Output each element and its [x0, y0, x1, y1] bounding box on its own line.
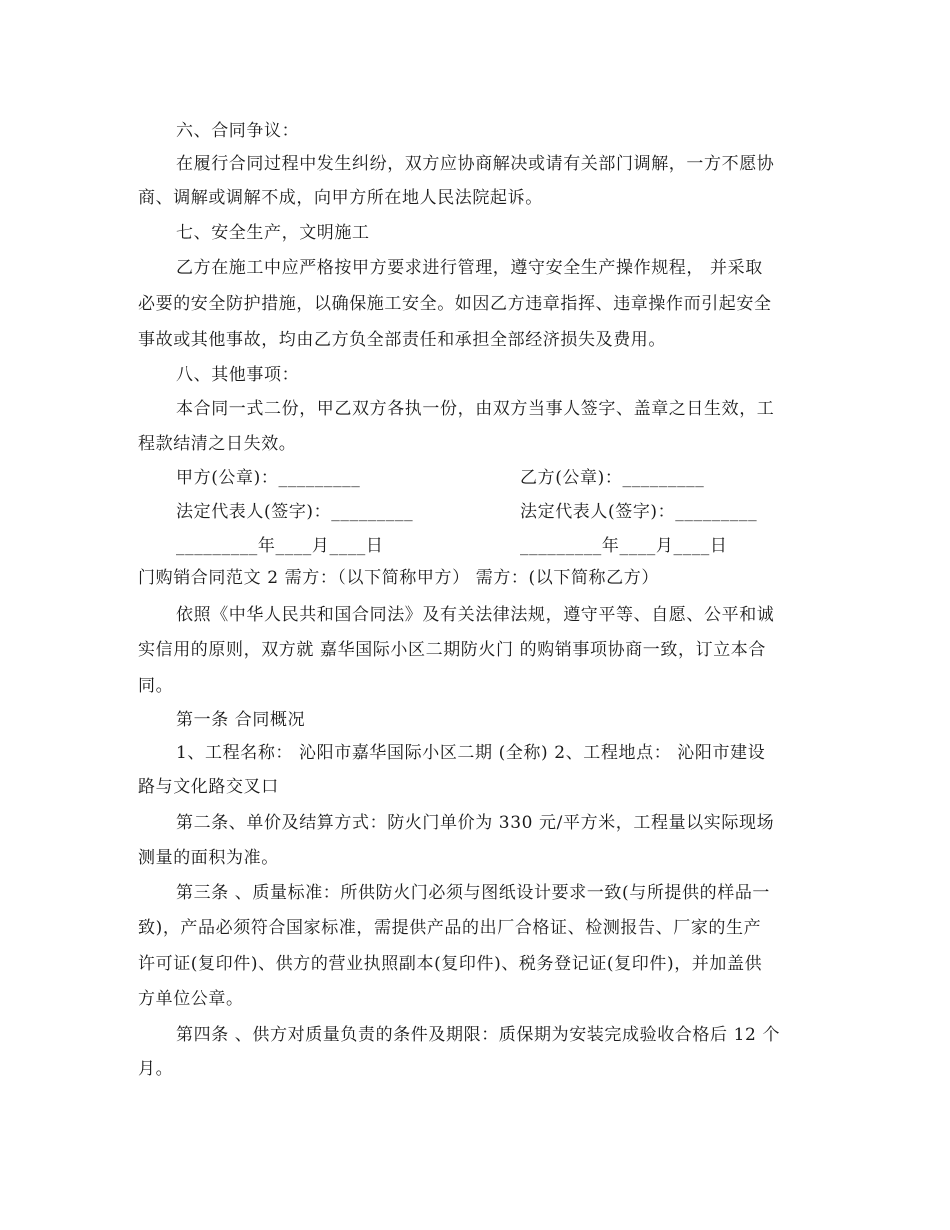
section-7-paragraph-line: 乙方在施工中应严格按甲方要求进行管理，遵守安全生产操作规程， 并采取	[176, 258, 763, 278]
party-b-date-field: _________年____月____日	[520, 536, 728, 556]
article-3-paragraph-line: 方单位公章。	[138, 989, 244, 1009]
intro-paragraph-line: 同。	[138, 676, 174, 696]
party-a-date-field: _________年____月____日	[176, 536, 384, 556]
section-6-paragraph-line: 商、调解或调解不成，向甲方所在地人民法院起诉。	[138, 188, 543, 208]
section-8-paragraph-line: 本合同一式二份，甲乙双方各执一份，由双方当事人签字、盖章之日生效，工	[176, 399, 775, 419]
party-b-representative-field: 法定代表人(签字)：_________	[520, 502, 758, 522]
article-1-paragraph-line: 1、工程名称： 沁阳市嘉华国际小区二期 (全称) 2、工程地点： 沁阳市建设	[176, 743, 766, 763]
section-7-title: 七、安全生产，文明施工	[176, 223, 370, 243]
contract-2-header: 门购销合同范文 2 需方：（以下简称甲方） 需方：(以下简称乙方）	[138, 568, 659, 588]
article-4-paragraph-line: 第四条 、供方对质量负责的条件及期限：质保期为安装完成验收合格后 12 个	[176, 1025, 781, 1045]
intro-paragraph-line: 依照《中华人民共和国合同法》及有关法律法规，遵守平等、自愿、公平和诚	[176, 605, 775, 625]
article-3-paragraph-line: 致)，产品必须符合国家标准，需提供产品的出厂合格证、检测报告、厂家的生产	[138, 918, 762, 938]
intro-paragraph-line: 实信用的原则，双方就 嘉华国际小区二期防火门 的购销事项协商一致，订立本合	[138, 640, 767, 660]
article-1-title: 第一条 合同概况	[176, 710, 306, 730]
party-a-representative-field: 法定代表人(签字)：_________	[176, 502, 414, 522]
party-a-stamp-field: 甲方(公章)：_________	[176, 468, 361, 488]
section-8-title: 八、其他事项：	[176, 365, 300, 385]
article-2-paragraph-line: 测量的面积为准。	[138, 848, 279, 868]
article-4-paragraph-line: 月。	[138, 1059, 174, 1079]
section-6-paragraph-line: 在履行合同过程中发生纠纷，双方应协商解决或请有关部门调解，一方不愿协	[176, 154, 775, 174]
article-3-paragraph-line: 第三条 、质量标准：所供防火门必须与图纸设计要求一致(与所提供的样品一	[176, 883, 771, 903]
section-8-paragraph-line: 程款结清之日失效。	[138, 434, 297, 454]
party-b-stamp-field: 乙方(公章)：_________	[520, 468, 705, 488]
article-3-paragraph-line: 许可证(复印件)、供方的营业执照副本(复印件)、税务登记证(复印件)，并加盖供	[138, 954, 763, 974]
article-1-paragraph-line: 路与文化路交叉口	[138, 777, 279, 797]
section-6-title: 六、合同争议：	[176, 121, 300, 141]
article-2-paragraph-line: 第二条、单价及结算方式：防火门单价为 330 元/平方米，工程量以实际现场	[176, 813, 775, 833]
section-7-paragraph-line: 必要的安全防护措施，以确保施工安全。如因乙方违章指挥、违章操作而引起安全	[138, 294, 772, 314]
section-7-paragraph-line: 事故或其他事故，均由乙方负全部责任和承担全部经济损失及费用。	[138, 330, 666, 350]
